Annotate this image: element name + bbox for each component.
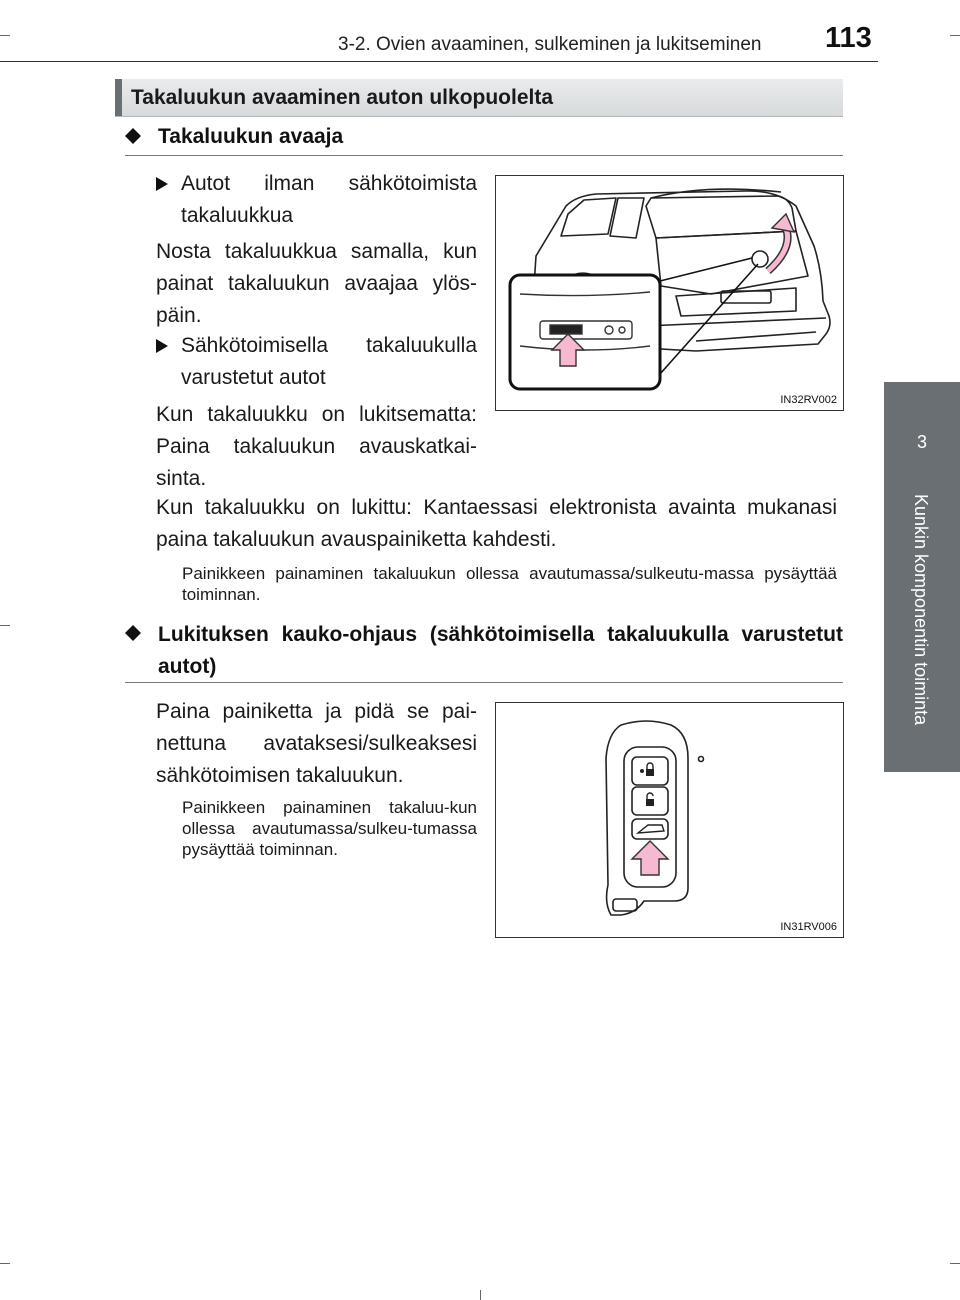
paragraph-unlocked: Kun takaluukku on lukitsematta: Paina takaluukun avauskatkai-sinta. [156, 403, 477, 490]
note-stop-operation: Painikkeen painaminen takaluukun ollessa avautumassa/sulkeutu-massa pysäyttää toiminnan. [182, 564, 837, 604]
subhead-rule [125, 155, 843, 156]
crop-mark [0, 1263, 10, 1264]
diamond-bullet-icon [125, 128, 141, 144]
chapter-title: Kunkin komponentin toiminta [911, 494, 931, 726]
list-item-power-hatch [156, 330, 477, 394]
figure-code: IN32RV002 [780, 394, 837, 406]
note-stop-operation-remote: Painikkeen painaminen takaluu-kun ollessa avautumassa/sulkeu-tumassa pysäyttää toiminnan. [182, 798, 477, 859]
list-item-no-power-hatch [156, 168, 477, 232]
list-item-text: Autot ilman sähkötoimista takaluukkua [181, 172, 477, 227]
header-section-title: 3-2. Ovien avaaminen, sulkeminen ja lukitseminen [338, 34, 762, 55]
figure-key-fob [495, 702, 844, 938]
key-fob-illustration [496, 703, 843, 937]
diamond-bullet-icon [125, 625, 141, 641]
car-rear-illustration [496, 176, 843, 410]
paragraph-lift-hatch: Nosta takaluukkua samalla, kun painat takaluukun avaajaa ylös-päin. [156, 240, 477, 327]
subhead-remote [125, 619, 843, 681]
paragraph-locked: Kun takaluukku on lukittu: Kantaessasi elektronista avainta mukanasi paina takaluukun avauspainiketta kahdesti. [156, 496, 837, 551]
header-rule [0, 61, 878, 62]
subhead-opener-text: Takaluukun avaaja [158, 125, 344, 148]
list-item-text: Sähkötoimisella takaluukulla varustetut autot [181, 334, 477, 389]
subhead-remote-text: Lukituksen kauko-ohjaus (sähkötoimisella takaluukulla varustetut autot) [158, 623, 843, 678]
section-heading-bar [115, 79, 843, 117]
chapter-tab [884, 382, 960, 772]
triangle-bullet-icon [156, 339, 168, 353]
crop-mark [480, 1290, 481, 1300]
crop-mark [0, 625, 10, 626]
figure-tailgate-opener [495, 175, 844, 411]
figure-code: IN31RV006 [780, 921, 837, 933]
triangle-bullet-icon [156, 177, 168, 191]
subhead-opener [125, 125, 835, 151]
section-title: Takaluukun avaaminen auton ulkopuolelta [131, 86, 554, 109]
crop-mark [0, 35, 10, 36]
crop-mark [950, 35, 960, 36]
chapter-number: 3 [916, 432, 927, 452]
page-number: 113 [825, 22, 872, 54]
crop-mark [950, 1263, 960, 1264]
subhead-rule [125, 682, 843, 683]
paragraph-hold-button: Paina painiketta ja pidä se pai-nettuna avataksesi/sulkeaksesi sähkötoimisen takaluukun. [156, 700, 477, 787]
